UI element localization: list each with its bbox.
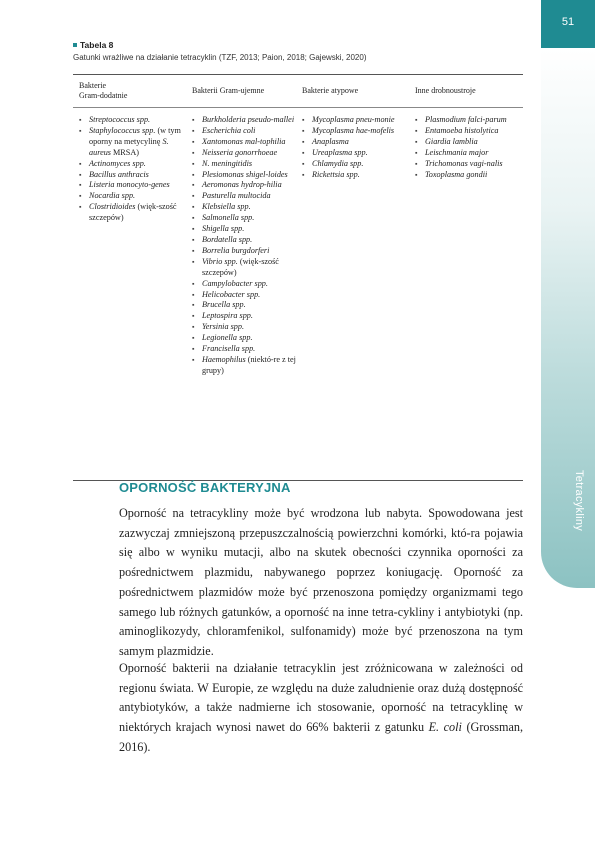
species-note-italic: S. aureus [89,136,169,157]
table-body-row [73,108,523,480]
species-item [192,355,296,377]
section-heading: OPORNOŚĆ BAKTERYJNA [119,480,291,495]
species-name: Aeromonas hydrop-hilia [202,180,282,190]
species-item [302,170,409,181]
species-name: Yersinia spp. [202,322,245,332]
column-gram-positive [73,115,186,480]
species-item [192,137,296,148]
header-gram-positive: Bakterie Gram-dodatnie [79,81,128,100]
species-table [73,74,523,481]
species-name: Toxoplasma gondii [425,169,488,179]
species-name: Entamoeba histolytica [425,125,499,135]
species-item [192,246,296,257]
species-item [192,213,296,224]
species-name: Campylobacter spp. [202,278,268,288]
column-atypical [296,115,409,480]
species-item [415,126,523,137]
species-item [192,224,296,235]
bullet-square-icon [73,43,77,47]
species-name: Staphylococcus spp. [89,125,156,135]
species-name: Escherichia coli [202,125,256,135]
species-item [192,191,296,202]
table-title: Tabela 8 [80,40,114,50]
species-name: Mycoplasma hae-mofelis [312,125,395,135]
species-item [79,202,186,224]
species-item [192,322,296,333]
side-tab [541,0,595,850]
species-item [415,148,523,159]
species-name: Bordatella spp. [202,234,253,244]
species-item [415,159,523,170]
species-name: Actinomyces spp. [89,158,146,168]
species-item [192,148,296,159]
species-name: N. meningitidis [202,158,253,168]
species-name: Listeria monocyto-genes [89,180,170,190]
species-name: Borrelia burgdorferi [202,245,270,255]
species-item [79,170,186,181]
species-name: Trichomonas vagi-nalis [425,158,503,168]
species-name: Pasturella multocida [202,191,271,201]
species-item [192,180,296,191]
species-item [192,126,296,137]
species-item [79,180,186,191]
paragraph-2 [119,659,523,758]
species-name: Rickettsia spp. [312,169,360,179]
species-note: (w tym oporny na metycylinę [89,125,181,146]
paragraph-2-species: E. coli [428,720,462,735]
species-item [79,191,186,202]
page-number: 51 [561,16,575,28]
species-item [79,126,186,159]
table-title-line [73,40,523,50]
species-item [192,202,296,213]
table-header-row [73,75,523,108]
species-item [192,311,296,322]
species-name: Brucella spp. [202,300,246,310]
header-atypical: Bakterie atypowe [302,86,359,95]
species-name: Ureaplasma spp. [312,147,368,157]
column-gram-negative [186,115,296,480]
species-item [415,115,523,126]
species-note: (niektó-re z tej grupy) [202,354,296,375]
species-item [192,159,296,170]
column-other [409,115,523,480]
species-note: (więk-szość szczepów) [89,202,177,223]
species-item [415,170,523,181]
species-name: Burkholderia pseudo-mallei [202,115,295,124]
species-name: Salmonella spp. [202,213,255,223]
species-item [302,159,409,170]
species-item [192,235,296,246]
species-name: Nocardia spp. [89,191,136,201]
species-name: Haemophilus [202,354,246,364]
species-item [192,257,296,279]
species-item [302,126,409,137]
species-item [415,137,523,148]
species-item [192,279,296,290]
paragraph-1: Oporność na tetracykliny może być wrodzona lub nabyta. Spowodowana jest zazwyczaj zmniejszoną przepuszczalnością powierzchni komórki, któ-ra pojawia się albo w wyniku mutacji, albo na skutek obecności czynnika oporności za pośrednictwem plazmidu, nabywanego poprzez koniugację. Oporność za pośrednictwem plazmidów może być przenoszona pomiędzy organizmami tego samego lub różnych gatunków, a oporność na inne tetra-cykliny i antybiotyki (np. aminoglikozydy, chloramfenikol, sulfonamidy) może być przenoszona na tym samym plazmidzie. [119,506,523,658]
species-name: Francisella spp. [202,344,256,354]
species-name: Vibrio spp. [202,256,238,266]
species-name: Shigella spp. [202,224,245,234]
species-name: Xantomonas mal-tophilia [202,136,286,146]
species-item [302,148,409,159]
species-item [79,115,186,126]
species-item [192,333,296,344]
species-name: Leischmania major [425,147,489,157]
species-name: Plasmodium falci-parum [425,115,507,124]
species-item [192,300,296,311]
species-name: Mycoplasma pneu-monie [312,115,395,124]
species-name: Legionella spp. [202,333,253,343]
paragraph-2-text: Oporność bakterii na działanie tetracyklin jest zróżnicowana w zależności od regionu świata. W Europie, ze względu na duże zaludnienie oraz dużą dostępność antybiotyków, a także nadmierne ich stosowanie, oporność na tetracyklinę w niektórych krajach wynosi nawet do 66% bakterii z gatunku [119,661,523,735]
species-name: Klebsiella spp. [202,202,251,212]
species-item [192,290,296,301]
header-gram-negative: Bakterii Gram-ujemne [192,86,265,95]
species-item [302,115,409,126]
header-other: Inne drobnoustroje [415,86,476,95]
species-name: Leptospira spp. [202,311,253,321]
species-item [192,170,296,181]
table-subtitle: Gatunki wrażliwe na działanie tetracyklin (TZF, 2013; Paion, 2018; Gajewski, 2020) [73,53,367,62]
table-caption [73,40,523,62]
species-name: Anaplasma [312,136,349,146]
species-name: Clostridioides [89,202,136,212]
species-note: (więk-szość szczepów) [202,256,279,277]
species-name: Bacillus anthracis [89,169,149,179]
species-note-end: MRSA) [110,147,139,157]
species-name: Helicobacter spp. [202,289,261,299]
species-name: Streptococcus spp. [89,115,151,124]
species-name: Giardia lamblia [425,136,478,146]
species-item [79,159,186,170]
species-name: Plesiomonas shigel-loides [202,169,288,179]
chapter-tab-label: Tetracykliny [573,470,585,532]
species-item [192,344,296,355]
paragraph-2-citation: (Grossman, 2016). [119,720,523,754]
species-item [192,115,296,126]
species-name: Neisseria gonorrhoeae [202,147,278,157]
species-name: Chlamydia spp. [312,158,364,168]
species-item [302,137,409,148]
